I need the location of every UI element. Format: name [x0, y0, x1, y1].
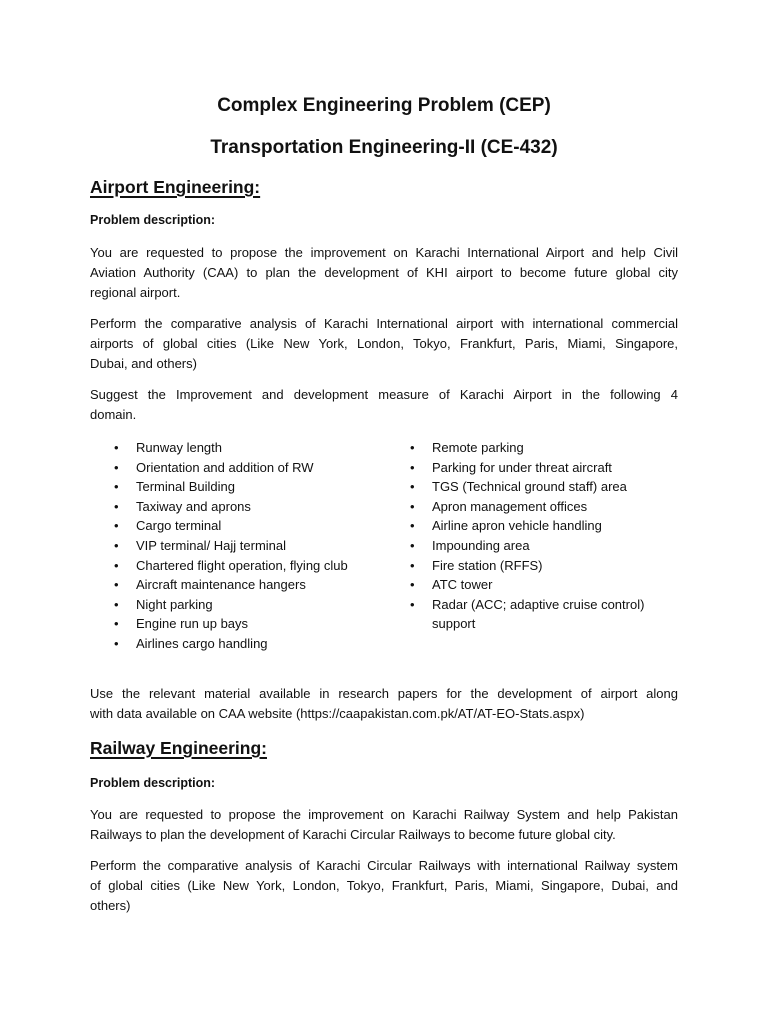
list-item [114, 458, 404, 478]
bullet-icon: • [114, 557, 119, 573]
text-line: Perform the comparative analysis of Karachi Circular Railways with international Railway system [90, 858, 678, 873]
list-item-label: Parking for under threat aircraft [432, 459, 612, 475]
text-line: airports of global cities (Like New York, London, Tokyo, Frankfurt, Paris, Miami, Singapore, [90, 336, 678, 351]
list-item-label: Night parking [136, 596, 213, 612]
course-title: Transportation Engineering-II (CE-432) [210, 137, 558, 158]
list-item [410, 575, 700, 595]
text-line: of global cities (Like New York, London, Tokyo, Frankfurt, Paris, Miami, Singapore, Dubai, and [90, 878, 678, 893]
text-line: domain. [90, 407, 137, 422]
domain-list-right [410, 438, 700, 634]
list-item [114, 497, 404, 517]
list-item-label: Radar (ACC; adaptive cruise control) [432, 596, 645, 612]
list-item-label: Chartered flight operation, flying club [136, 557, 348, 573]
list-item [114, 516, 404, 536]
text-line: Perform the comparative analysis of Karachi International airport with international commercial [90, 316, 678, 331]
text-line: Dubai, and others) [90, 356, 197, 371]
text-line: regional airport. [90, 285, 181, 300]
text-line: Suggest the Improvement and development measure of Karachi Airport in the following 4 [90, 387, 678, 402]
document-title: Complex Engineering Problem (CEP) [217, 95, 551, 116]
bullet-icon: • [410, 498, 415, 514]
bullet-icon: • [114, 459, 119, 475]
list-item [410, 614, 700, 634]
list-item-label: Orientation and addition of RW [136, 459, 314, 475]
bullet-icon: • [114, 596, 119, 612]
bullet-icon: • [114, 479, 119, 495]
airport-heading: Airport Engineering: [90, 177, 261, 197]
list-item-label: Aircraft maintenance hangers [136, 577, 306, 593]
list-item-label: VIP terminal/ Hajj terminal [136, 537, 287, 553]
list-item [114, 614, 404, 634]
list-item-label: Apron management offices [432, 498, 588, 514]
text-line: Railways to plan the development of Karachi Circular Railways to become future global city. [90, 827, 616, 842]
list-item [114, 575, 404, 595]
list-item-label: Remote parking [432, 440, 524, 455]
bullet-icon: • [410, 596, 415, 612]
bullet-icon: • [114, 616, 119, 632]
list-item [410, 556, 700, 576]
text-line: Aviation Authority (CAA) to plan the development of KHI airport to become future global city [90, 265, 678, 280]
list-item [410, 458, 700, 478]
list-item [410, 438, 700, 458]
list-item-label: Taxiway and aprons [136, 498, 251, 514]
list-item-label: support [432, 616, 476, 632]
list-item-label: Airline apron vehicle handling [432, 518, 602, 534]
bullet-icon: • [114, 440, 119, 455]
list-item-label: Runway length [136, 440, 222, 455]
bullet-icon: • [114, 498, 119, 514]
bullet-icon: • [114, 518, 119, 534]
list-item [114, 477, 404, 497]
list-item-label: Impounding area [432, 537, 530, 553]
list-item [114, 634, 404, 654]
list-item [410, 497, 700, 517]
list-item [410, 477, 700, 497]
list-item-label: Airlines cargo handling [136, 635, 268, 651]
airport-paragraph-2 [90, 314, 678, 374]
bullet-icon: • [410, 479, 415, 495]
list-item [114, 438, 404, 458]
list-item-label: TGS (Technical ground staff) area [432, 479, 627, 495]
railway-paragraph-1 [90, 805, 678, 845]
railway-paragraph-2 [90, 856, 678, 916]
list-item [410, 536, 700, 556]
text-line: with data available on CAA website (https://caapakistan.com.pk/AT/AT-EO-Stats.aspx) [90, 706, 585, 721]
list-item [114, 536, 404, 556]
list-item-label: Fire station (RFFS) [432, 557, 543, 573]
airport-problem-label: Problem description: [90, 213, 216, 227]
bullet-icon: • [410, 459, 415, 475]
text-line: Use the relevant material available in research papers for the development of airport along [90, 686, 678, 701]
list-item-label: Cargo terminal [136, 518, 222, 534]
bullet-icon: • [114, 635, 119, 651]
bullet-icon: • [410, 557, 415, 573]
text-line: You are requested to propose the improvement on Karachi International Airport and help Civil [90, 245, 678, 260]
list-item [410, 516, 700, 536]
list-item-label: Engine run up bays [136, 616, 249, 632]
railway-problem-label: Problem description: [90, 776, 216, 790]
bullet-icon: • [410, 577, 415, 593]
text-line: others) [90, 898, 131, 913]
bullet-icon: • [114, 537, 119, 553]
bullet-icon: • [410, 440, 415, 455]
text-line: You are requested to propose the improvement on Karachi Railway System and help Pakistan [90, 807, 678, 822]
airport-paragraph-3 [90, 385, 678, 425]
list-item [410, 595, 700, 615]
list-item-label: Terminal Building [136, 479, 235, 495]
railway-heading: Railway Engineering: [90, 738, 267, 758]
list-item-label: ATC tower [432, 577, 493, 593]
bullet-icon: • [114, 577, 119, 593]
list-item [114, 556, 404, 576]
bullet-icon: • [410, 518, 415, 534]
airport-closing-paragraph [90, 684, 678, 724]
airport-paragraph-1 [90, 243, 678, 303]
list-item [114, 595, 404, 615]
domain-list-left [114, 438, 404, 654]
bullet-icon: • [410, 537, 415, 553]
